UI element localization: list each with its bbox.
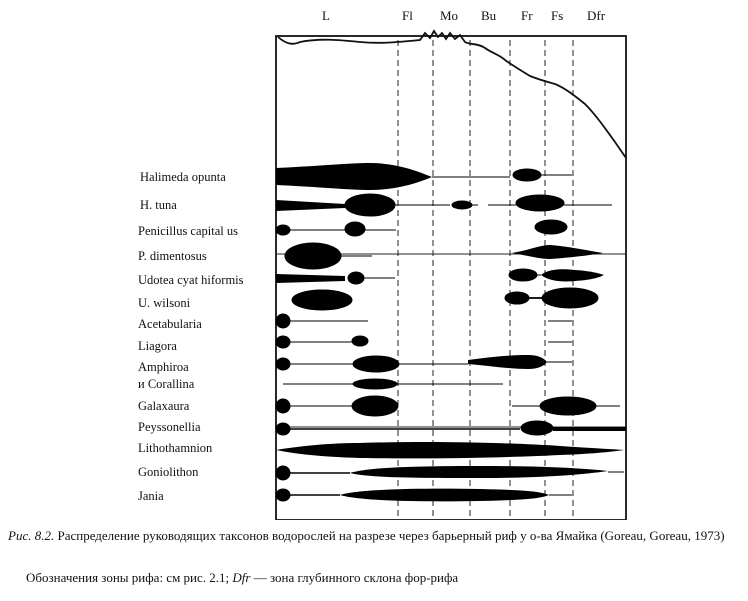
band-penicillus-capitalus [276, 220, 567, 236]
band-blob [345, 222, 365, 236]
band-blob [535, 220, 567, 234]
band-blob [276, 423, 290, 435]
figure-label: Рис. 8.2. [8, 528, 55, 543]
taxon-label: P. dimentosus [138, 249, 207, 263]
figure-caption-text: Распределение руководящих таксонов водорослей на разрезе через барьерный риф у о-ва Ямайка (Goreau, Goreau, 1973) [57, 528, 725, 543]
band-shape [276, 200, 345, 211]
figure-caption [8, 528, 748, 544]
reef-profile-line [278, 31, 626, 158]
taxon-label: Peyssonellia [138, 420, 201, 434]
band-blob [292, 290, 352, 310]
zone-labels [322, 8, 606, 23]
taxon-label: Amphiroa [138, 360, 189, 374]
band-shape [512, 245, 603, 259]
zone-label-L: L [322, 8, 330, 23]
taxon-label: Jania [138, 489, 164, 503]
taxon-label: Udotea cyat hiformis [138, 273, 244, 287]
band-galaxaura [276, 396, 620, 416]
band-shape [276, 442, 624, 458]
band-lithothamnion [276, 442, 624, 458]
band-shape [350, 466, 608, 478]
taxon-label: Penicillus capital us [138, 224, 238, 238]
zone-label-Fl: Fl [402, 8, 413, 23]
band-udotea-cyathiformis [276, 269, 604, 284]
band-blob [509, 269, 537, 281]
zone-label-Fs: Fs [551, 8, 564, 23]
band-blob [542, 288, 598, 308]
band-blob [452, 201, 472, 209]
band-blob [521, 421, 553, 435]
band-blob [276, 225, 290, 235]
band-blob [505, 292, 529, 304]
band-blob [540, 397, 596, 415]
figure-legend [26, 570, 748, 586]
band-blob [276, 314, 290, 328]
band-blob [285, 243, 341, 269]
legend-abbr: Dfr [232, 570, 251, 585]
taxon-label: Liagora [138, 339, 177, 353]
band-p-dimentosus [285, 243, 603, 269]
band-shape [468, 355, 547, 369]
band-blob [516, 195, 564, 211]
band-blob [276, 466, 290, 480]
band-blob [276, 358, 290, 370]
zone-label-Mo: Mo [440, 8, 459, 23]
band-blob [276, 489, 290, 501]
taxon-label: Halimeda opunta [140, 170, 226, 184]
band-shape [276, 274, 345, 283]
taxon-label: Goniolithon [138, 465, 199, 479]
band-blob [345, 194, 395, 216]
taxon-label: H. tuna [140, 198, 177, 212]
band-shape [276, 163, 432, 190]
band-blob [353, 356, 399, 372]
taxon-labels [138, 170, 244, 503]
band-acetabularia [276, 314, 572, 328]
zone-label-Fr: Fr [521, 8, 533, 23]
legend-prefix: Обозначения зоны рифа: см рис. 2.1; [26, 570, 230, 585]
taxon-label: U. wilsoni [138, 296, 191, 310]
legend-suffix: — зона глубинного склона фор-рифа [253, 570, 459, 585]
band-blob [276, 336, 290, 348]
band-blob [353, 379, 397, 389]
band-blob [352, 336, 368, 346]
band-blob [276, 399, 290, 413]
zone-label-Bu: Bu [481, 8, 497, 23]
band-u-wilsoni [292, 288, 598, 310]
band-amphiroa [276, 355, 572, 372]
band-shape [340, 489, 549, 502]
taxon-label: Lithothamnion [138, 441, 213, 455]
band-blob [352, 396, 398, 416]
band-shape [541, 269, 604, 281]
band-liagora [276, 336, 572, 348]
band-blob [513, 169, 541, 181]
band-h-tuna [276, 194, 612, 216]
taxon-label: и Corallina [138, 377, 195, 391]
zone-label-Dfr: Dfr [587, 8, 606, 23]
band-jania [276, 489, 572, 502]
band-halimeda-opunta [276, 163, 572, 190]
taxon-label: Galaxaura [138, 399, 190, 413]
band-blob [348, 272, 364, 284]
band-goniolithon [276, 466, 624, 480]
taxon-label: Acetabularia [138, 317, 202, 331]
